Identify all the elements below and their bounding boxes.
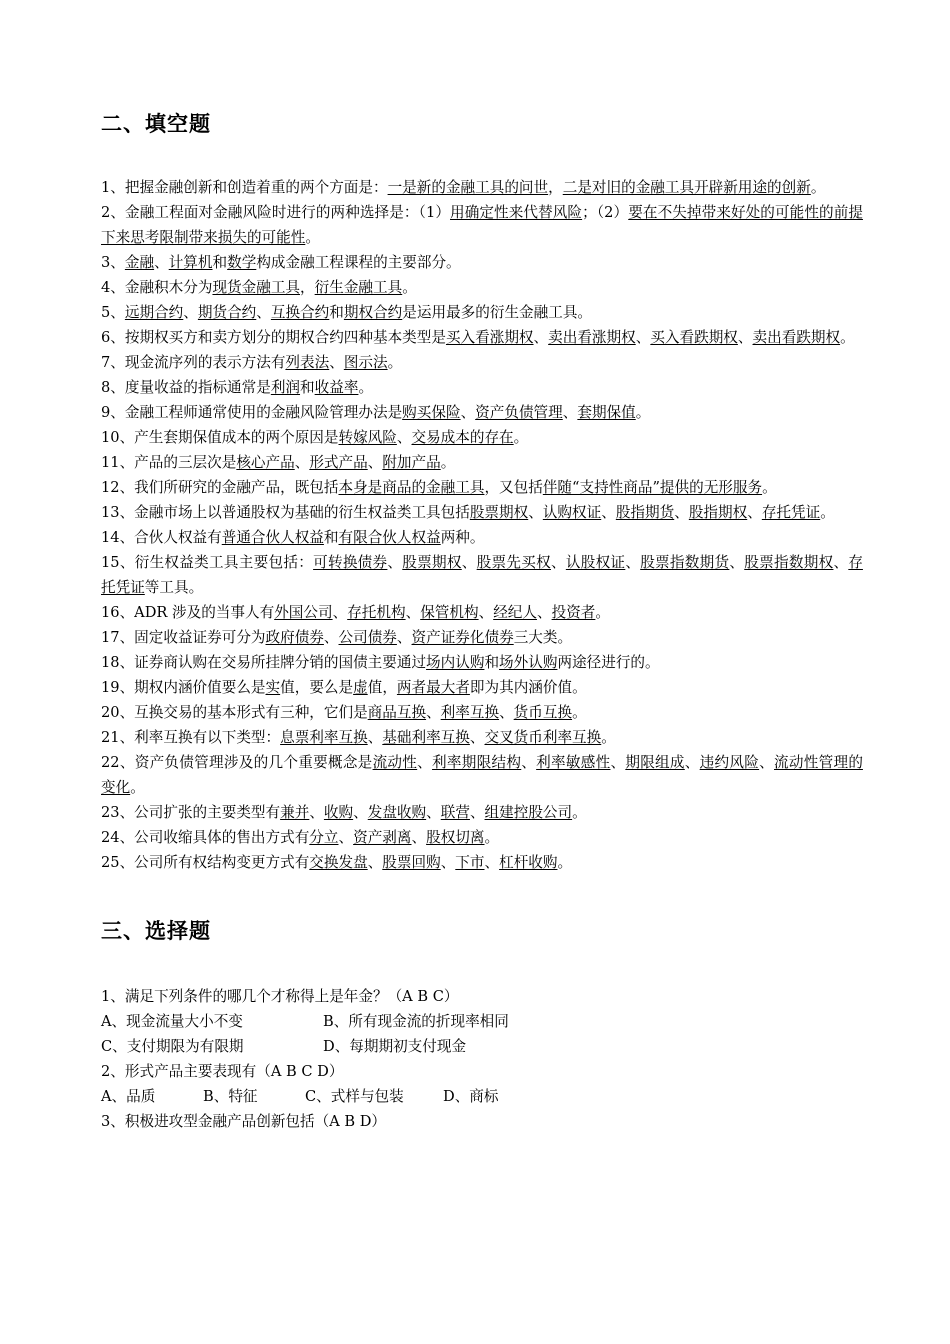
question-text: 、 [601, 504, 616, 521]
question-text: 24、公司收缩具体的售出方式有 [101, 829, 310, 846]
option-a: A、品质 [101, 1088, 156, 1105]
answer-blank: 收购 [323, 804, 354, 821]
question-text: 、 [469, 729, 485, 746]
answer-blank: 存托机构 [347, 604, 406, 621]
option-a: A、现金流量大小不变 [101, 1013, 243, 1030]
answer-blank: 期限组成 [625, 754, 685, 771]
answer-blank: 一是新的金融工具的问世 [387, 179, 549, 196]
question-text: 两途径进行的。 [557, 654, 660, 671]
question-text: 。 [635, 404, 651, 421]
answer-blank: 图示法 [343, 354, 388, 371]
question-text: 。 [601, 729, 616, 746]
fill-in-question [101, 475, 863, 500]
fill-in-question [101, 175, 863, 200]
fill-in-question [101, 450, 863, 475]
fill-in-question [101, 525, 863, 550]
question-text: 、 [759, 754, 775, 771]
question-text: 和 [329, 304, 344, 321]
question-text: 。 [572, 704, 587, 721]
question-text: 。 [810, 179, 826, 196]
answer-blank: 虚 [353, 679, 368, 696]
question-text: 、 [405, 604, 421, 621]
question-text: 、 [478, 604, 494, 621]
answer-blank: 利润 [270, 379, 301, 396]
option-d: D、每期期初支付现金 [323, 1038, 467, 1055]
fill-in-question [101, 675, 863, 700]
question-text: 。 [358, 379, 374, 396]
answer-blank: 资产证券化债券 [411, 629, 514, 646]
question-text: 、 [329, 354, 344, 371]
question-text: 。 [513, 429, 529, 446]
answer-blank: 列表法 [285, 354, 330, 371]
question-text: 9、金融工程师通常使用的金融风险管理办法是 [101, 404, 403, 421]
answer-blank: 商品互换 [367, 704, 427, 721]
question-text: 、 [562, 404, 578, 421]
question-text: 、 [256, 304, 271, 321]
answer-blank: 买入看涨期权 [445, 329, 534, 346]
question-text: 2、金融工程面对金融风险时进行的两种选择是：（1） [101, 204, 451, 221]
answer-blank: 兼并 [280, 804, 310, 821]
answer-blank: 伴随“支持性商品”提供的无形服务 [542, 479, 763, 496]
answer-blank: 两者最大者 [396, 679, 470, 696]
question-text: 17、固定收益证券可分为 [101, 629, 266, 646]
answer-blank: 存托凭证 [101, 554, 863, 596]
answer-blank: 下市 [455, 854, 485, 871]
question-text: 、 [625, 554, 641, 571]
answer-blank: 现货金融工具 [212, 279, 301, 296]
question-text: 6、按期权买方和卖方划分的期权合约四种基本类型是 [101, 329, 446, 346]
answer-blank: 交叉货币利率互换 [484, 729, 602, 746]
question-text: 19、期权内涵价值要么是 [101, 679, 266, 696]
answer-blank: 期货合约 [197, 304, 257, 321]
answer-blank: 交易成本的存在 [411, 429, 514, 446]
question-text: 12、我们所研究的金融产品，既包括 [101, 479, 339, 496]
answer-blank: 杠杆收购 [499, 854, 558, 871]
question-text: 、 [729, 554, 745, 571]
question-text: 10、产生套期保值成本的两个原因是 [101, 429, 339, 446]
question-text: 、 [536, 604, 552, 621]
question-text: 、 [417, 754, 433, 771]
answer-blank: 股指期权 [688, 504, 748, 521]
answer-blank: 购买保险 [402, 404, 461, 421]
answer-blank: 期权合约 [343, 304, 403, 321]
option-b: B、特征 [203, 1088, 258, 1105]
answer-blank: 转嫁风险 [338, 429, 397, 446]
choice-options-row [101, 1034, 863, 1059]
answer-blank: 计算机 [168, 254, 213, 271]
fill-in-question [101, 375, 863, 400]
fill-in-question [101, 350, 863, 375]
answer-blank: 核心产品 [236, 454, 295, 471]
answer-blank: 政府债券 [265, 629, 324, 646]
question-text: 、 [533, 329, 549, 346]
question-text: 11、产品的三层次是 [101, 454, 237, 471]
question-text: 、 [367, 454, 383, 471]
answer-blank: 二是对旧的金融工具开辟新用途的创新 [562, 179, 811, 196]
question-text: 、 [426, 704, 441, 721]
answer-blank: 套期保值 [577, 404, 636, 421]
answer-blank: 股权切离 [426, 829, 485, 846]
option-d: D、商标 [443, 1088, 499, 1105]
choice-options-row [101, 1009, 863, 1034]
answer-blank: 违约风险 [699, 754, 760, 771]
fill-in-question [101, 550, 863, 600]
question-text: 23、公司扩张的主要类型有 [101, 804, 281, 821]
fill-in-question [101, 200, 863, 250]
answer-blank: 形式产品 [309, 454, 368, 471]
question-text: 16、ADR 涉及的当事人有 [101, 604, 275, 621]
question-text: 三大类。 [513, 629, 573, 646]
answer-blank: 股票期权 [402, 554, 462, 571]
question-text: 、 [367, 854, 383, 871]
question-text: 、 [484, 854, 500, 871]
answer-blank: 分立 [309, 829, 339, 846]
answer-blank: 经纪人 [493, 604, 537, 621]
question-text: 。 [130, 779, 145, 796]
fill-in-question [101, 700, 863, 725]
fill-in-question [101, 725, 863, 750]
fill-in-question [101, 750, 863, 800]
answer-blank: 附加产品 [382, 454, 441, 471]
answer-blank: 外国公司 [274, 604, 333, 621]
answer-blank: 要在不失掉带来好处的可能性的前提下来思考限制带来损失的可能性 [101, 204, 863, 246]
fill-in-question [101, 250, 863, 275]
question-text: 值， [367, 679, 397, 696]
question-text: 21、利率互换有以下类型： [101, 729, 281, 746]
fill-in-question [101, 275, 863, 300]
answer-blank: 实 [265, 679, 281, 696]
question-text: 、 [460, 404, 476, 421]
question-text: 13、金融市场上以普通股权为基础的衍生权益类工具包括 [101, 504, 470, 521]
question-text: ，又包括 [484, 479, 543, 496]
section-title-multiple-choice: 三、选择题 [101, 919, 211, 943]
question-text: 和 [484, 654, 500, 671]
question-text: 、 [521, 754, 537, 771]
question-text: 、 [396, 429, 412, 446]
question-text: 。 [440, 454, 456, 471]
fill-in-question [101, 625, 863, 650]
answer-blank: 流动性管理的变化 [101, 754, 863, 796]
question-text: ， [300, 279, 315, 296]
question-text: 、 [309, 804, 324, 821]
answer-blank: 卖出看涨期权 [548, 329, 636, 346]
multiple-choice-question-list [101, 984, 863, 1134]
question-text: 、 [469, 804, 485, 821]
answer-blank: 普通合伙人权益 [221, 529, 324, 546]
question-text: 、 [528, 504, 543, 521]
fill-in-question [101, 650, 863, 675]
option-c: C、支付期限为有限期 [101, 1038, 244, 1055]
answer-blank: 远期合约 [124, 304, 184, 321]
question-text: 1、把握金融创新和创造着重的两个方面是： [101, 179, 388, 196]
answer-blank: 用确定性来代替风险 [450, 204, 583, 221]
answer-blank: 发盘收购 [367, 804, 427, 821]
choice-question-2: 2、形式产品主要表现有（A B C D） [101, 1063, 344, 1080]
answer-blank: 股票期权 [469, 504, 529, 521]
document-page [101, 104, 863, 1134]
question-text: 。 [762, 479, 777, 496]
answer-blank: 股票回购 [382, 854, 441, 871]
question-text: 。 [820, 504, 835, 521]
answer-blank: 收益率 [314, 379, 359, 396]
fill-in-question [101, 850, 863, 875]
question-text: 4、金融积木分为 [101, 279, 213, 296]
answer-blank: 股指期货 [615, 504, 675, 521]
question-text: 、 [635, 329, 651, 346]
question-text: 、 [674, 504, 689, 521]
question-text: 是运用最多的衍生金融工具。 [402, 304, 593, 321]
answer-blank: 联营 [440, 804, 470, 821]
question-text: ；（2） [582, 204, 629, 221]
question-text: 。 [402, 279, 417, 296]
question-text: 、 [426, 804, 441, 821]
question-text: 5、 [101, 304, 125, 321]
choice-options-row [101, 1084, 863, 1109]
answer-blank: 组建控股公司 [484, 804, 573, 821]
answer-blank: 资产剥离 [353, 829, 412, 846]
answer-blank: 衍生金融工具 [314, 279, 403, 296]
question-text: 。 [572, 804, 587, 821]
answer-blank: 利率互换 [440, 704, 500, 721]
answer-blank: 数学 [227, 254, 257, 271]
answer-blank: 股票先买权 [476, 554, 551, 571]
question-text: 20、互换交易的基本形式有三种，它们是 [101, 704, 368, 721]
question-text: 3、 [101, 254, 125, 271]
question-text: ， [548, 179, 563, 196]
fill-in-question [101, 600, 863, 625]
answer-blank: 股票指数期权 [744, 554, 834, 571]
question-text: 、 [550, 554, 566, 571]
fill-in-question [101, 500, 863, 525]
question-text: 8、度量收益的指标通常是 [101, 379, 271, 396]
answer-blank: 金融 [124, 254, 155, 271]
answer-blank: 存托凭证 [761, 504, 821, 521]
answer-blank: 场内认购 [426, 654, 485, 671]
answer-blank: 认购权证 [542, 504, 602, 521]
answer-blank: 息票利率互换 [280, 729, 368, 746]
question-text: 、 [294, 454, 310, 471]
question-text: 。 [387, 354, 403, 371]
choice-question-1: 1、满足下列条件的哪几个才称得上是年金？（A B C） [101, 988, 459, 1005]
question-text: 、 [183, 304, 198, 321]
answer-blank: 股票指数期货 [640, 554, 730, 571]
fill-in-question [101, 825, 863, 850]
question-text: 、 [323, 629, 339, 646]
question-text: 、 [411, 829, 427, 846]
fill-in-question [101, 325, 863, 350]
answer-blank: 流动性 [372, 754, 418, 771]
question-text: 即为其内涵价值。 [469, 679, 587, 696]
question-text: 、 [387, 554, 403, 571]
fill-in-question [101, 400, 863, 425]
question-text: 、 [610, 754, 626, 771]
question-text: 、 [499, 704, 514, 721]
question-text: 构成金融工程课程的主要部分。 [256, 254, 461, 271]
question-text: 14、合伙人权益有 [101, 529, 222, 546]
question-text: 值，要么是 [280, 679, 354, 696]
question-text: 、 [396, 629, 412, 646]
question-text: 、 [461, 554, 477, 571]
fill-in-question [101, 300, 863, 325]
question-text: 、 [684, 754, 700, 771]
answer-blank: 卖出看跌期权 [752, 329, 841, 346]
answer-blank: 利率敏感性 [536, 754, 611, 771]
question-text: 和 [323, 529, 339, 546]
option-c: C、式样与包装 [305, 1088, 404, 1105]
fill-in-question [101, 800, 863, 825]
fill-in-question-list [101, 175, 863, 875]
question-text: 18、证券商认购在交易所挂牌分销的国债主要通过 [101, 654, 427, 671]
answer-blank: 保管机构 [420, 604, 479, 621]
question-text: 、 [440, 854, 456, 871]
answer-blank: 货币互换 [513, 704, 573, 721]
answer-blank: 认股权证 [565, 554, 626, 571]
question-text: 、 [367, 729, 383, 746]
answer-blank: 买入看跌期权 [650, 329, 738, 346]
answer-blank: 投资者 [551, 604, 596, 621]
question-text: 两种。 [440, 529, 485, 546]
option-b: B、所有现金流的折现率相同 [323, 1013, 509, 1030]
answer-blank: 利率期限结构 [432, 754, 522, 771]
question-text: 。 [484, 829, 500, 846]
answer-blank: 公司债券 [338, 629, 397, 646]
answer-blank: 场外认购 [499, 654, 558, 671]
answer-blank: 可转换债券 [313, 554, 388, 571]
answer-blank: 互换合约 [270, 304, 330, 321]
question-text: 7、现金流序列的表示方法有 [101, 354, 286, 371]
question-text: 。 [305, 229, 320, 246]
question-text: 、 [833, 554, 849, 571]
question-text: 等工具。 [144, 579, 204, 596]
choice-question-3: 3、积极进攻型金融产品创新包括（A B D） [101, 1113, 387, 1130]
answer-blank: 有限合伙人权益 [338, 529, 441, 546]
answer-blank: 本身是商品的金融工具 [338, 479, 485, 496]
question-text: 22、资产负债管理涉及的几个重要概念是 [101, 754, 373, 771]
answer-blank: 交换发盘 [309, 854, 368, 871]
section-title-fill-in: 二、填空题 [101, 112, 211, 136]
question-text: 和 [212, 254, 228, 271]
question-text: 、 [338, 829, 354, 846]
question-text: 。 [557, 854, 573, 871]
answer-blank: 资产负债管理 [475, 404, 563, 421]
question-text: 。 [840, 329, 855, 346]
question-text: 、 [332, 604, 348, 621]
question-text: 、 [353, 804, 368, 821]
question-text: 。 [595, 604, 610, 621]
question-text: 和 [300, 379, 315, 396]
question-text: 、 [154, 254, 169, 271]
question-text: 、 [737, 329, 753, 346]
question-text: 15、衍生权益类工具主要包括： [101, 554, 314, 571]
question-text: 25、公司所有权结构变更方式有 [101, 854, 310, 871]
fill-in-question [101, 425, 863, 450]
question-text: 、 [747, 504, 762, 521]
answer-blank: 基础利率互换 [382, 729, 470, 746]
